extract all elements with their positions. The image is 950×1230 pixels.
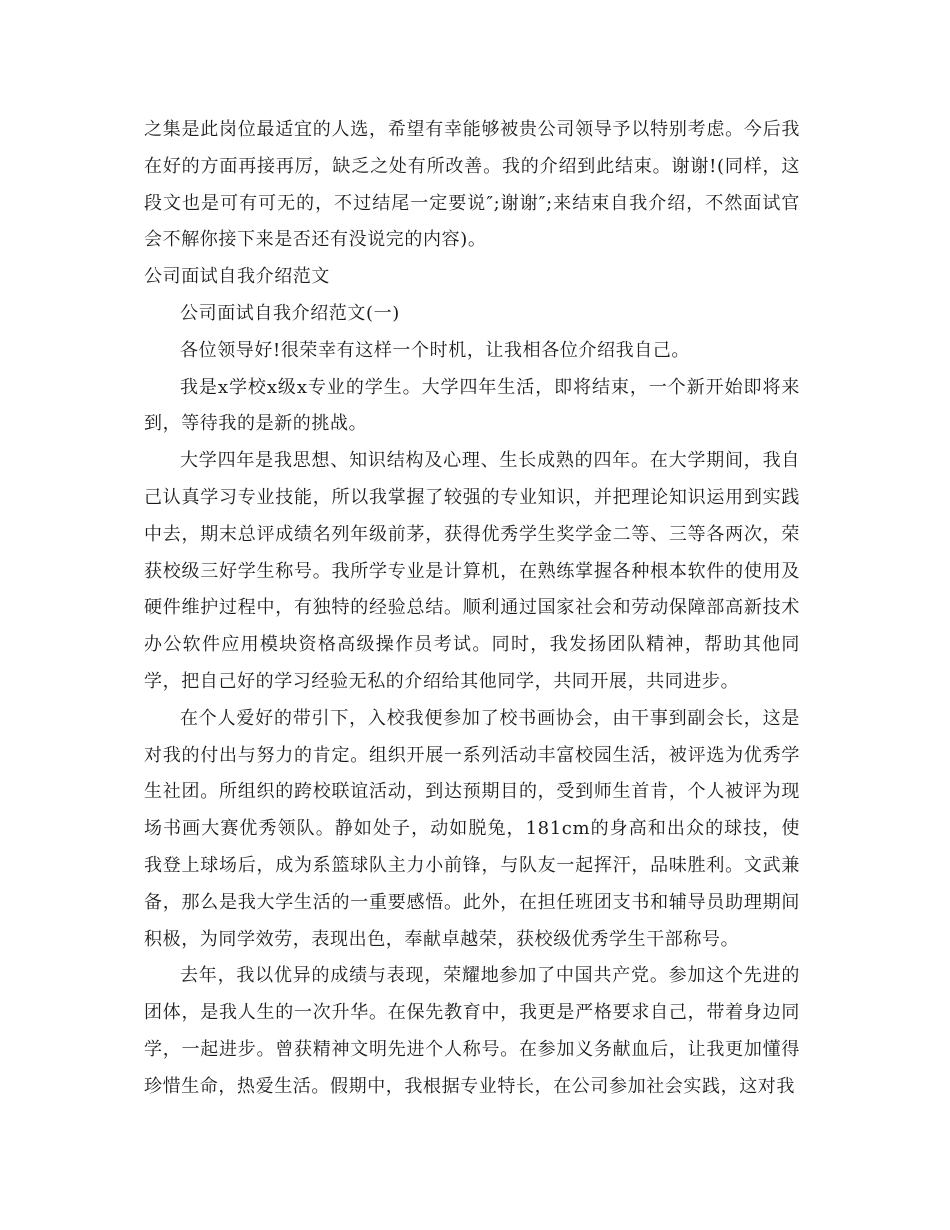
continuation-paragraph: 之集是此岗位最适宜的人选，希望有幸能够被贵公司领导予以特别考虑。今后我在好的方面再接再厉，缺乏之处有所改善。我的介绍到此结束。谢谢!(同样，这段文也是可有可无的，不过结尾一定要说″;谢谢″;来结束自我介绍，不然面试官会不解你接下来是否还有没说完的内容)。	[144, 119, 800, 251]
sub-title: 公司面试自我介绍范文(一)	[180, 302, 400, 324]
paragraph-activities: 在个人爱好的带引下，入校我便参加了校书画协会，由干事到副会长，这是对我的付出与努力的肯定。组织开展一系列活动丰富校园生活，被评选为优秀学生社团。所组织的跨校联谊活动，到达预期目的，受到师生首肯，个人被评为现场书画大赛优秀领队。静如处子，动如脱兔，181cm的身高和出众的球技，使我登上球场后，成为系篮球队主力小前锋，与队友一起挥汗，品味胜利。文武兼备，那么是我大学生活的一重要感悟。此外，在担任班团支书和辅导员助理期间积极，为同学效劳，表现出色，奉献卓越荣，获校级优秀学生干部称号。	[144, 707, 800, 950]
paragraph-party: 去年，我以优异的成绩与表现，荣耀地参加了中国共产党。参加这个先进的团体，是我人生的一次升华。在保先教育中，我更是严格要求自己，带着身边同学，一起进步。曾获精神文明先进个人称号。在参加义务献血后，让我更加懂得珍惜生命，热爱生活。假期中，我根据专业特长，在公司参加社会实践，这对我	[144, 965, 800, 1097]
paragraph-study: 大学四年是我思想、知识结构及心理、生长成熟的四年。在大学期间，我自己认真学习专业技能，所以我掌握了较强的专业知识，并把理论知识运用到实践中去，期末总评成绩名列年级前茅，获得优秀学生奖学金二等、三等各两次，荣获校级三好学生称号。我所学专业是计算机，在熟练掌握各种根本软件的使用及硬件维护过程中，有独特的经验总结。顺利通过国家社会和劳动保障部高新技术办公软件应用模块资格高级操作员考试。同时，我发扬团队精神，帮助其他同学，把自己好的学习经验无私的介绍给其他同学，共同开展，共同进步。	[144, 450, 800, 692]
section-title: 公司面试自我介绍范文	[144, 266, 330, 288]
paragraph-greeting: 各位领导好!很荣幸有这样一个时机，让我相各位介绍我自己。	[180, 339, 691, 361]
paragraph-intro: 我是x学校x级x专业的学生。大学四年生活，即将结束，一个新开始即将来到，等待我的是新的挑战。	[144, 376, 800, 435]
document-body	[144, 112, 800, 1106]
